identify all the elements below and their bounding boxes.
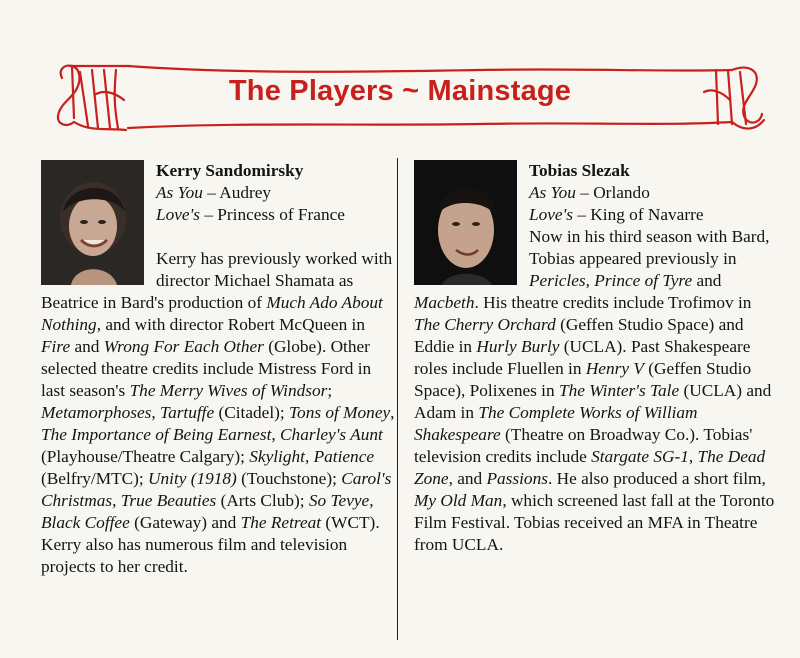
bio-text: (Gateway) and <box>129 513 241 532</box>
bio-title: Tons of Money <box>289 403 391 422</box>
bio-text: ; <box>327 381 333 400</box>
bio-title: The Dead Zone <box>414 447 766 488</box>
bio-text: (Arts Club); <box>216 491 309 510</box>
bio-title: Fire <box>41 337 71 356</box>
bio-title: Tartuffe <box>160 403 215 422</box>
bio-text: (UCLA). Past Shakespeare roles include Fluellen in <box>414 337 751 378</box>
player-name: Kerry Sandomirsky <box>156 161 304 180</box>
bio-text: (Geffen Studio Space) and Eddie in <box>414 315 744 356</box>
bio-title: Patience <box>313 447 375 466</box>
bio-text: . His theatre credits include Trofimov in <box>474 293 752 312</box>
bio-text: , <box>271 425 281 444</box>
bio-title: The Cherry Orchard <box>414 315 556 334</box>
bio-title: The Importance of Being Earnest <box>41 425 272 444</box>
bio-title: Metamorphoses <box>41 403 152 422</box>
bio-title: The Retreat <box>240 513 322 532</box>
bio-title: Henry V <box>585 359 644 378</box>
bio-text: (Citadel); <box>214 403 290 422</box>
bio-text: (Touchstone); <box>236 469 342 488</box>
role-line: As You – Orlando <box>529 183 650 202</box>
player-entry-kerry <box>41 160 396 578</box>
bio-text: , and with director Robert McQueen in <box>96 315 365 334</box>
bio-text: and <box>70 337 104 356</box>
bio-text: (Playhouse/Theatre Calgary); <box>41 447 250 466</box>
bio-title: Much Ado About Nothing <box>41 293 383 334</box>
bio-text: , <box>688 447 698 466</box>
role-line: Love's – King of Navarre <box>529 205 704 224</box>
bio-text: , <box>390 403 395 422</box>
bio-text: (Belfry/MTC); <box>41 469 149 488</box>
bio-text: , <box>304 447 314 466</box>
player-bio <box>41 249 395 576</box>
bio-title: Hurly Burly <box>476 337 560 356</box>
bio-title: Carol's Christmas <box>41 469 392 510</box>
bio-title: Passions <box>486 469 548 488</box>
bio-text: , <box>112 491 121 510</box>
player-name: Tobias Slezak <box>529 161 630 180</box>
bio-text: (WCT). Kerry also has numerous film and television projects to her credit. <box>41 513 380 576</box>
bio-title: The Complete Works of William Shakespeare <box>414 403 698 444</box>
bio-title: Macbeth <box>414 293 475 312</box>
bio-text: and <box>692 271 722 290</box>
bio-title: Charley's Aunt <box>280 425 383 444</box>
bio-title: The Winter's Tale <box>558 381 680 400</box>
bio-text: (UCLA) and Adam in <box>414 381 772 422</box>
role-line: Love's – Princess of France <box>156 205 345 224</box>
bio-title: True Beauties <box>120 491 217 510</box>
bio-title: The Merry Wives of Windsor <box>129 381 328 400</box>
bio-text: . He also produced a short film, <box>547 469 766 488</box>
bio-text: Now in his third season with Bard, Tobias appeared previously in <box>529 227 770 268</box>
bio-text: (Geffen Studio Space), Polixenes in <box>414 359 752 400</box>
bio-text: Kerry has previously worked with director Michael Shamata as Beatrice in Bard's production of <box>41 249 393 312</box>
bio-text: , <box>151 403 161 422</box>
bio-title: Wrong For Each Other <box>103 337 264 356</box>
bio-text: (Theatre on Broadway Co.). Tobias' television credits include <box>414 425 753 466</box>
bio-title: Skylight <box>249 447 305 466</box>
bio-text: , and <box>448 469 487 488</box>
role-line: As You – Audrey <box>156 183 272 202</box>
portrait-photo <box>414 160 517 285</box>
portrait-photo <box>41 160 144 285</box>
page-title: The Players ~ Mainstage <box>228 75 572 107</box>
bio-title: Unity (1918) <box>148 469 237 488</box>
bio-title: Pericles, Prince of Tyre <box>529 271 693 290</box>
column-divider <box>397 158 398 640</box>
bio-text: (Globe). Other selected theatre credits include Mistress Ford in last season's <box>41 337 372 400</box>
bio-text: , which screened last fall at the Toronto Film Festival. Tobias received an MFA in Theatre from UCLA. <box>414 491 775 554</box>
bio-title: Black Coffee <box>41 513 130 532</box>
bio-title: Stargate SG-1 <box>591 447 689 466</box>
player-entry-tobias <box>414 160 778 556</box>
bio-text: , <box>369 491 374 510</box>
bio-title: So Tevye <box>308 491 370 510</box>
bio-title: My Old Man <box>414 491 503 510</box>
header-banner <box>0 0 800 150</box>
